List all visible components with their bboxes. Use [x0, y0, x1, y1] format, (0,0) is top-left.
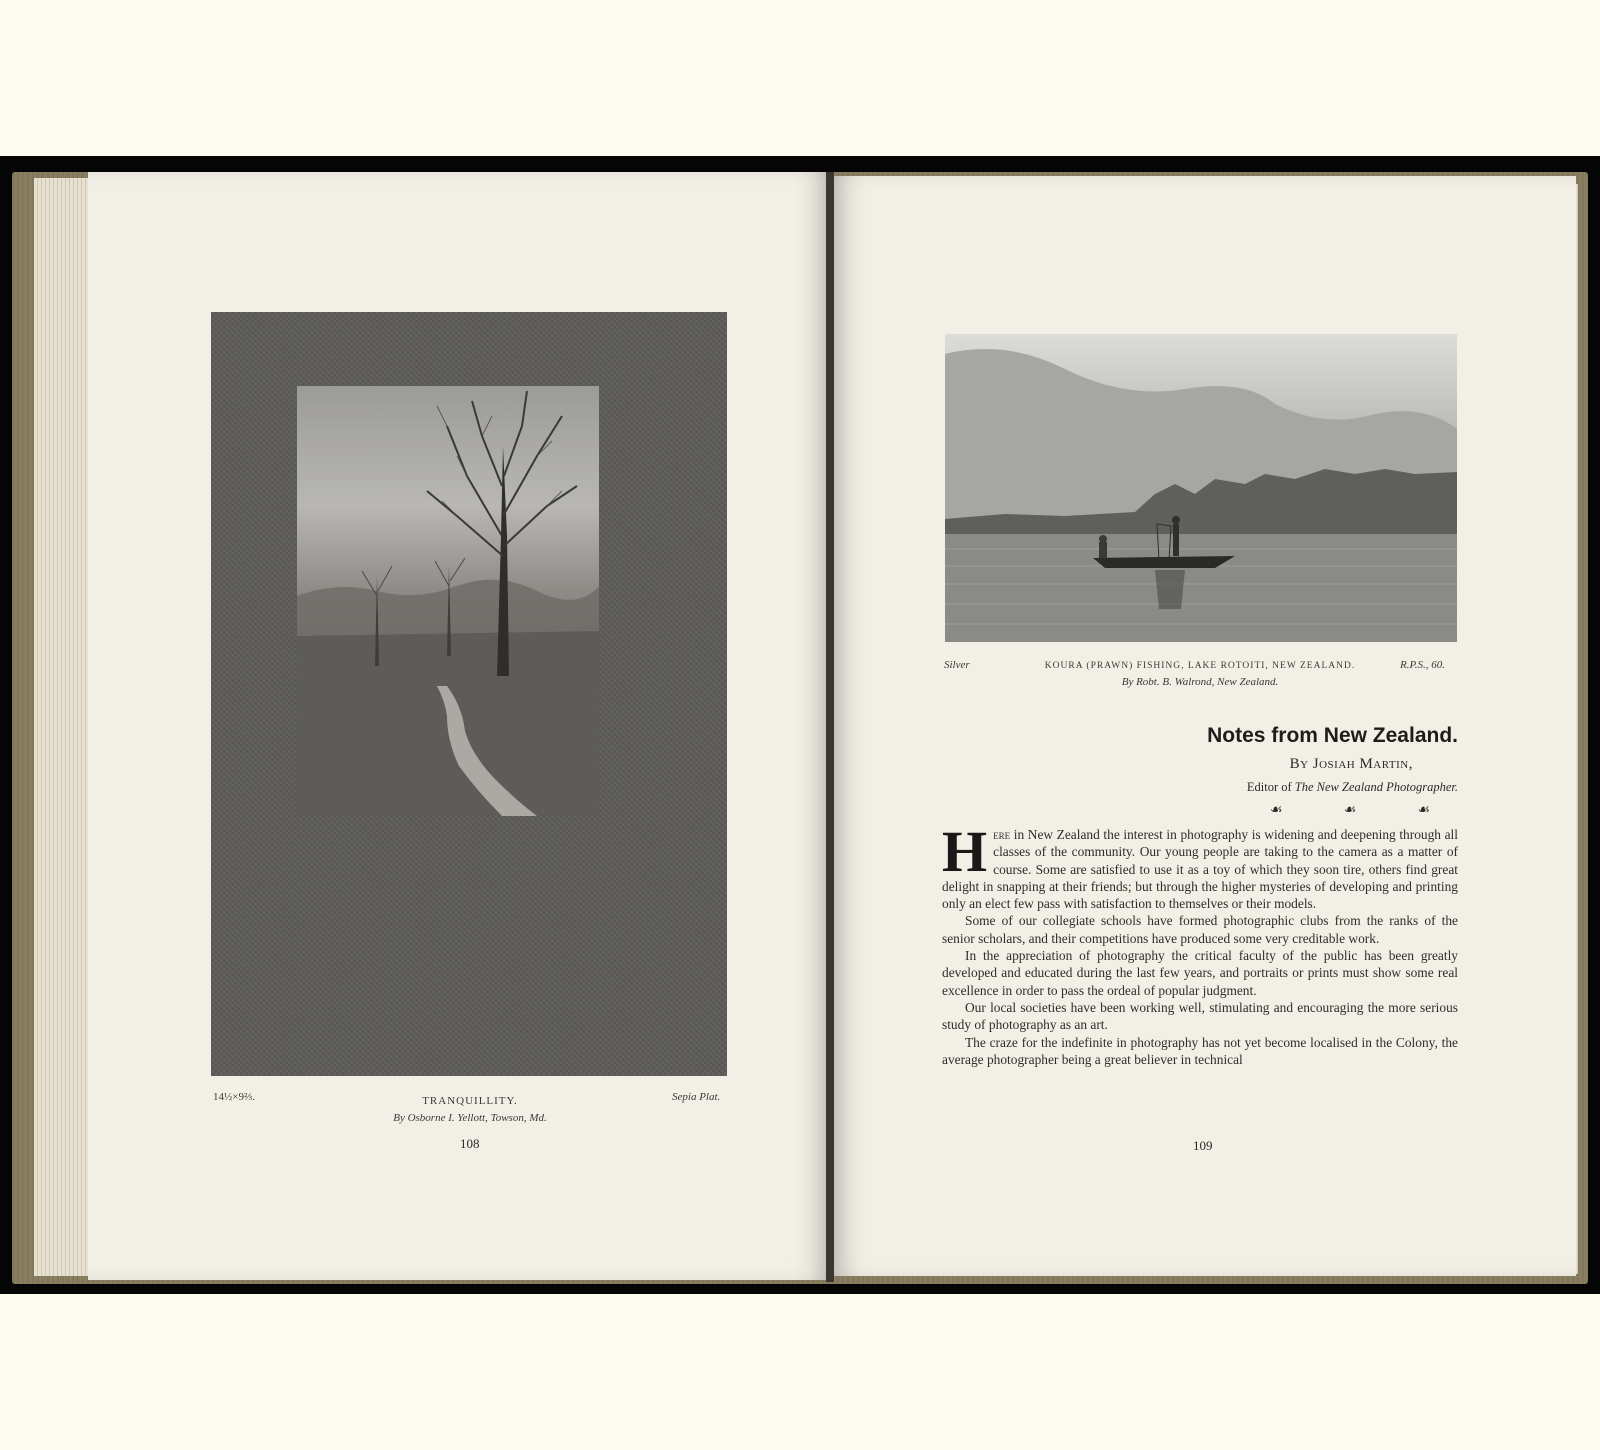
page-number-right: 109	[1193, 1138, 1213, 1153]
plate-process: Sepia Plat.	[672, 1091, 721, 1103]
paragraph-3: In the appreciation of photography the critical faculty of the public has been greatly developed and educated during the last few years, and portraits or prints must show some real excellence in order to pass the ordeal of popular judgment.	[942, 948, 1458, 998]
tranquillity-plate-mount	[211, 312, 727, 1076]
first-word-rest: ere	[993, 827, 1011, 842]
fleuron-2: ☙	[1343, 803, 1357, 818]
plate-title: TRANQUILLITY.	[422, 1095, 518, 1107]
tranquillity-photograph	[297, 386, 599, 816]
photo-process: Silver	[944, 659, 970, 671]
editor-prefix: Editor of	[1246, 780, 1292, 794]
photo-reference: R.P.S., 60.	[1400, 659, 1446, 671]
article-editor-line	[1100, 780, 1458, 795]
page-edges-left	[34, 178, 94, 1276]
editor-publication: The New Zealand Photographer.	[1294, 780, 1458, 794]
plate-size-note: 14½×9⅔.	[213, 1091, 255, 1103]
article-body	[942, 819, 1458, 1068]
paragraph-2: Some of our collegiate schools have formed photographic clubs from the ranks of the senior scholars, and their competitions have produced some very creditable work.	[942, 913, 1458, 946]
koura-fishing-photograph	[945, 334, 1457, 642]
paragraph-4: Our local societies have been working well, stimulating and encouraging the more serious study of photography as an art.	[942, 999, 1458, 1033]
fleuron-ornaments	[1270, 802, 1430, 819]
paragraph-5: The craze for the indefinite in photography has not yet become localised in the Colony, the average photographer being a great believer in technical	[942, 1034, 1458, 1067]
article-title: Notes from New Zealand.	[1207, 724, 1458, 747]
paragraph-1	[942, 819, 1458, 912]
paragraph-1-text: in New Zealand the interest in photography is widening and deepening through all classes of the community. Our young people are taking to the camera as a matter of course. Some are satisfied to use it as a toy of which they soon tire, others find great delight in snapping at their friends; but through the higher mysteries of developing and printing only an elect few pass with satisfaction to themselves or their models.	[942, 827, 1458, 912]
tree-stream-scene	[297, 386, 599, 816]
page-number-left: 108	[460, 1136, 480, 1151]
photo-title: KOURA (PRAWN) FISHING, LAKE ROTOITI, NEW ZEALAND.	[1044, 661, 1356, 671]
plate-credit: By Osborne I. Yellott, Towson, Md.	[393, 1112, 547, 1124]
lake-canoe-scene	[945, 334, 1457, 642]
photo-credit: By Robt. B. Walrond, New Zealand.	[1121, 676, 1279, 688]
fleuron-3: ☙	[1417, 803, 1430, 818]
book-gutter	[826, 172, 834, 1282]
article-byline: By Josiah Martin,	[1289, 756, 1413, 772]
drop-cap: H	[942, 819, 988, 884]
fleuron-1: ☙	[1270, 803, 1283, 818]
